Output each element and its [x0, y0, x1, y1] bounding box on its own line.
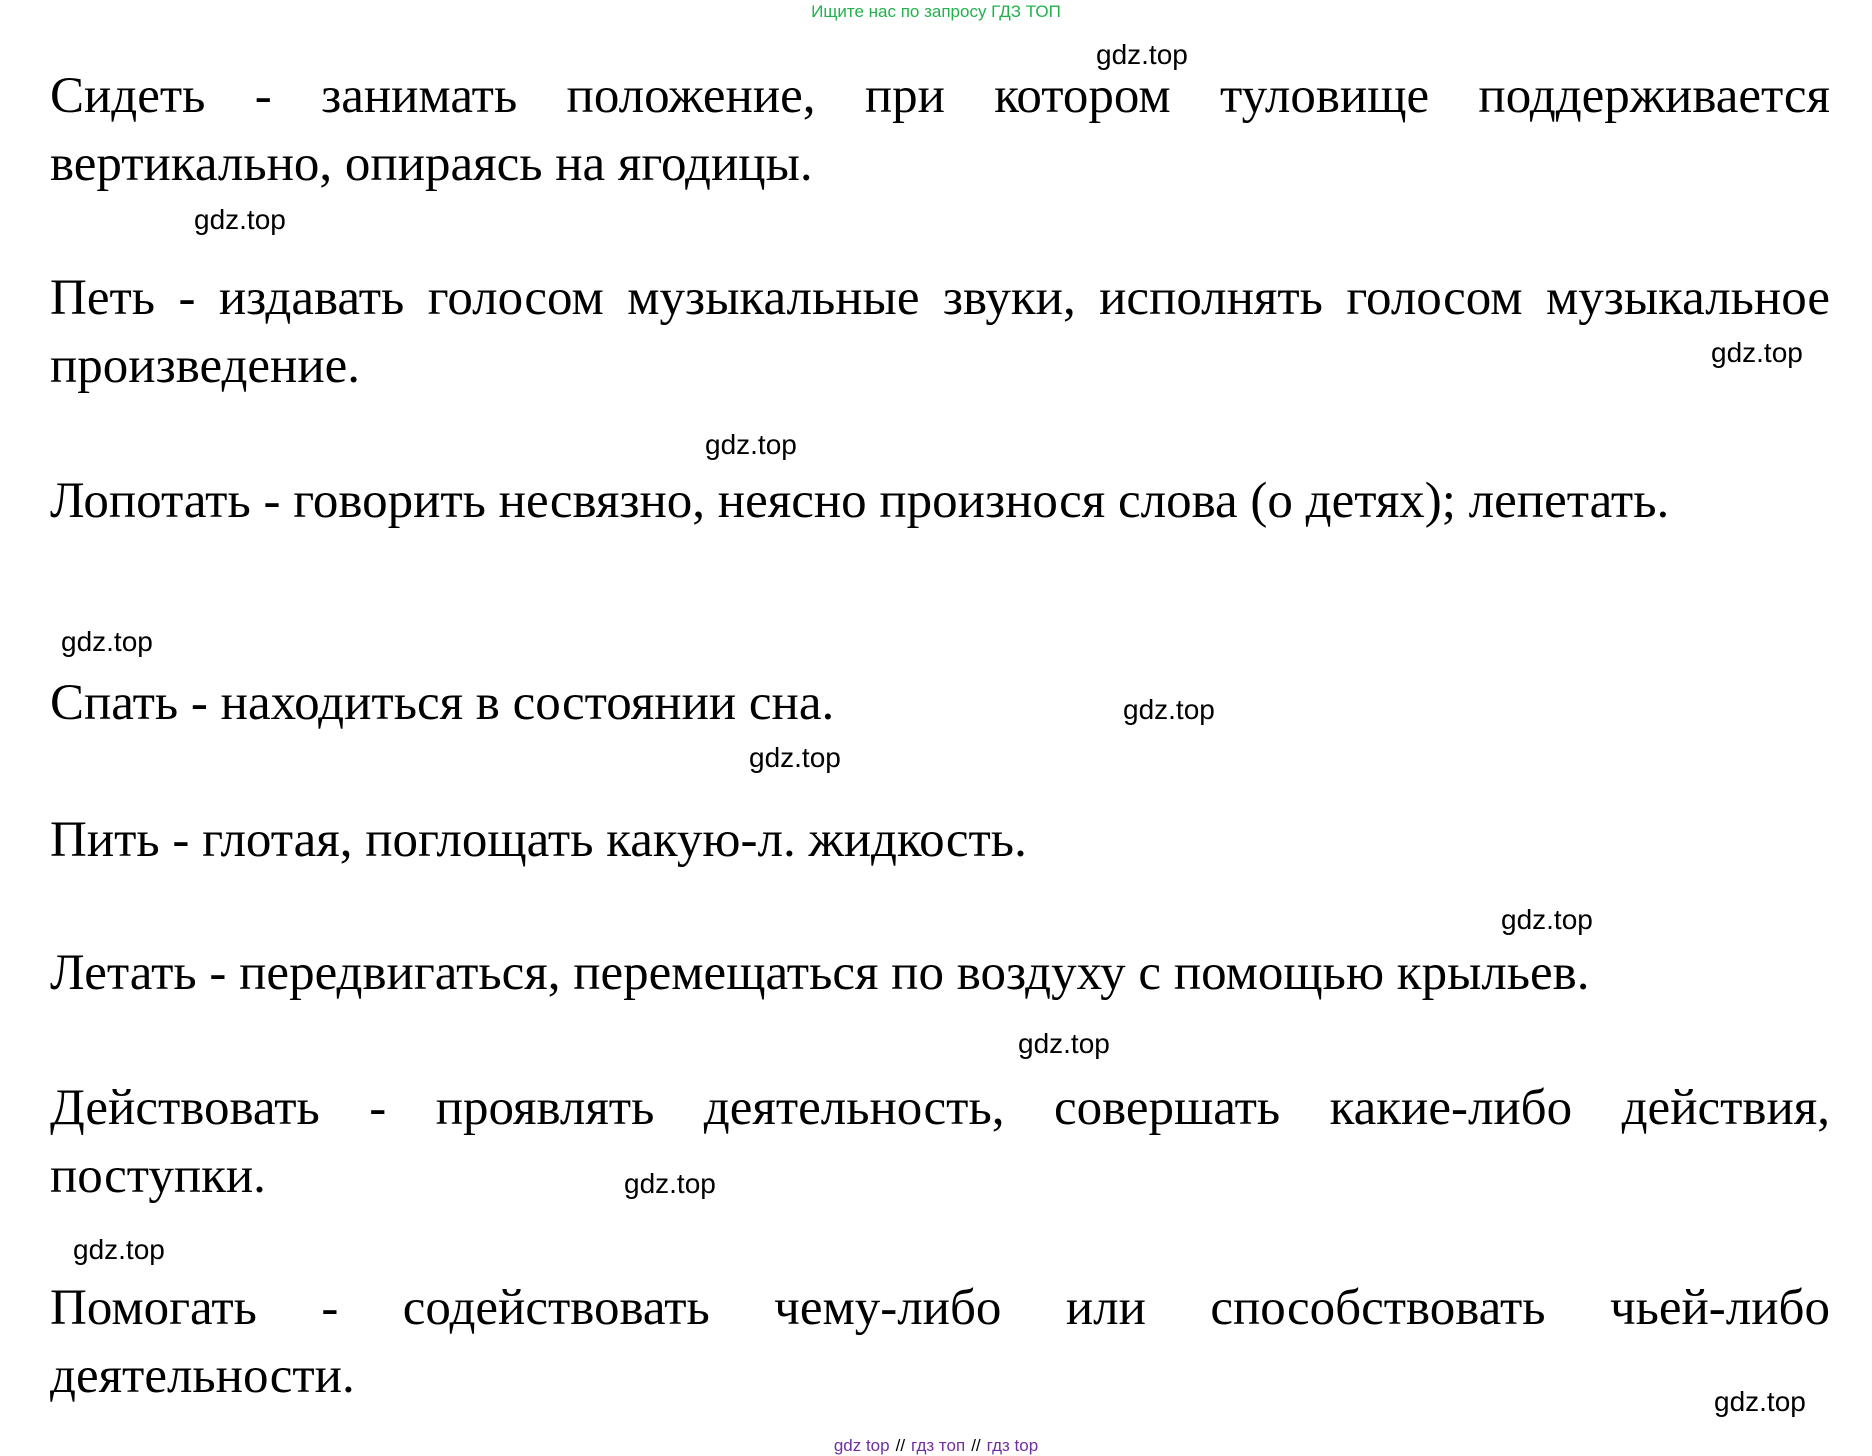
definition-deystvovat: Действовать - проявлять деятельность, совершать какие-либо действия, поступки.: [50, 1080, 1830, 1204]
watermark: gdz.top: [1711, 337, 1803, 368]
watermark: gdz.top: [73, 1234, 165, 1265]
watermark: gdz.top: [1018, 1028, 1110, 1059]
definition-spat: Спать - находиться в состоянии сна.: [50, 675, 835, 731]
watermark: gdz.top: [1501, 904, 1593, 935]
definition-pomogat: Помогать - содействовать чему-либо или способствовать чьей-либо деятельности.: [50, 1280, 1830, 1404]
definition-pet: Петь - издавать голосом музыкальные звуки, исполнять голосом музыкальное произведение.: [50, 270, 1830, 394]
watermark: gdz.top: [749, 742, 841, 773]
watermark: gdz.top: [194, 204, 286, 235]
definition-pit: Пить - глотая, поглощать какую-л. жидкость.: [50, 812, 1027, 868]
watermark: gdz.top: [1096, 39, 1188, 70]
watermark: gdz.top: [61, 626, 153, 657]
footer-link[interactable]: гдз top: [986, 1436, 1039, 1455]
top-banner: Ищите нас по запросу ГДЗ ТОП: [811, 2, 1061, 21]
definition-sidet: Сидеть - занимать положение, при котором туловище поддерживается вертикально, опираясь на ягодицы.: [50, 68, 1830, 192]
footer-link[interactable]: gdz top: [833, 1436, 890, 1455]
watermark: gdz.top: [624, 1168, 716, 1199]
footer-separator: //: [895, 1436, 906, 1455]
footer-link[interactable]: гдз топ: [911, 1436, 966, 1455]
watermark: gdz.top: [705, 429, 797, 460]
footer-separator: //: [971, 1436, 981, 1455]
watermark: gdz.top: [1714, 1386, 1806, 1417]
watermark: gdz.top: [1123, 694, 1215, 725]
footer-links: [0, 1436, 1872, 1456]
definition-lopotat: Лопотать - говорить несвязно, неясно произнося слова (о детях); лепетать.: [50, 473, 1670, 529]
definition-letat: Летать - передвигаться, перемещаться по воздуху с помощью крыльев.: [50, 945, 1590, 1001]
